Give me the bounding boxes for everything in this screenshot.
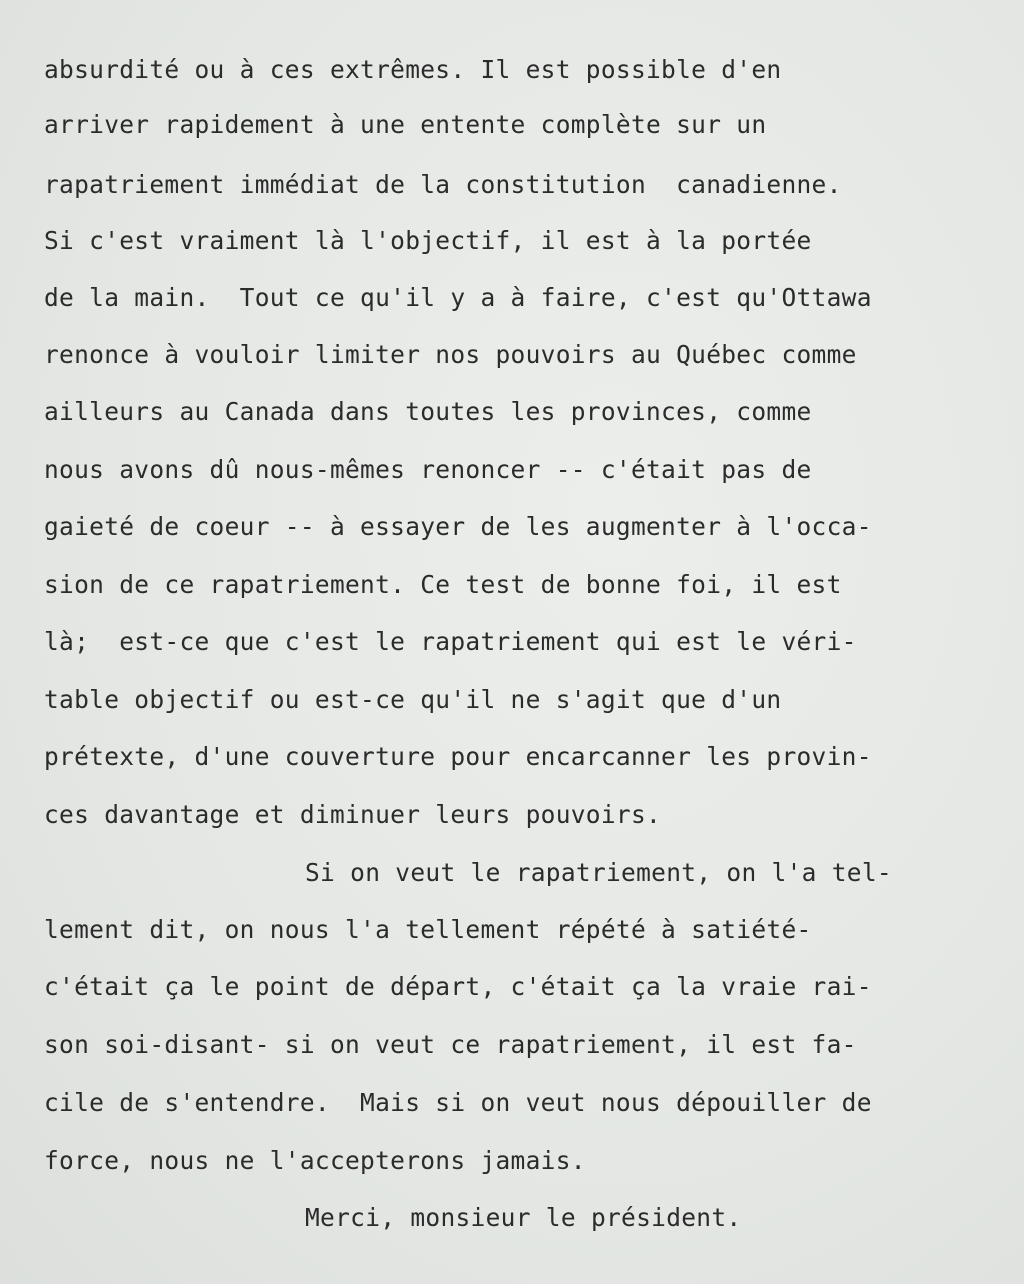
text-line: sion de ce rapatriement. Ce test de bonne foi, il est [44, 570, 842, 599]
text-line: là; est-ce que c'est le rapatriement qui est le véri- [44, 627, 857, 656]
text-line: son soi-disant- si on veut ce rapatriement, il est fa- [44, 1030, 857, 1059]
text-line: force, nous ne l'accepterons jamais. [44, 1146, 586, 1175]
text-line: table objectif ou est-ce qu'il ne s'agit que d'un [44, 685, 782, 714]
text-line: arriver rapidement à une entente complète sur un [44, 110, 767, 139]
text-line: cile de s'entendre. Mais si on veut nous dépouiller de [44, 1088, 872, 1117]
text-line: ailleurs au Canada dans toutes les provinces, comme [44, 397, 812, 426]
text-line: rapatriement immédiat de la constitution canadienne. [44, 170, 842, 199]
text-line: Si c'est vraiment là l'objectif, il est à la portée [44, 226, 812, 255]
text-line: ces davantage et diminuer leurs pouvoirs. [44, 800, 662, 829]
text-line: absurdité ou à ces extrêmes. Il est possible d'en [44, 55, 782, 84]
text-line: prétexte, d'une couverture pour encarcanner les provin- [44, 742, 872, 771]
text-line: renonce à vouloir limiter nos pouvoirs au Québec comme [44, 340, 857, 369]
text-line: de la main. Tout ce qu'il y a à faire, c'est qu'Ottawa [44, 283, 872, 312]
text-line: Si on veut le rapatriement, on l'a tel- [305, 858, 892, 887]
text-line: gaieté de coeur -- à essayer de les augmenter à l'occa- [44, 512, 872, 541]
closing-line: Merci, monsieur le président. [305, 1203, 742, 1232]
text-line: lement dit, on nous l'a tellement répété à satiété- [44, 915, 812, 944]
text-line: nous avons dû nous-mêmes renoncer -- c'était pas de [44, 455, 812, 484]
text-line: c'était ça le point de départ, c'était ça la vraie rai- [44, 972, 872, 1001]
